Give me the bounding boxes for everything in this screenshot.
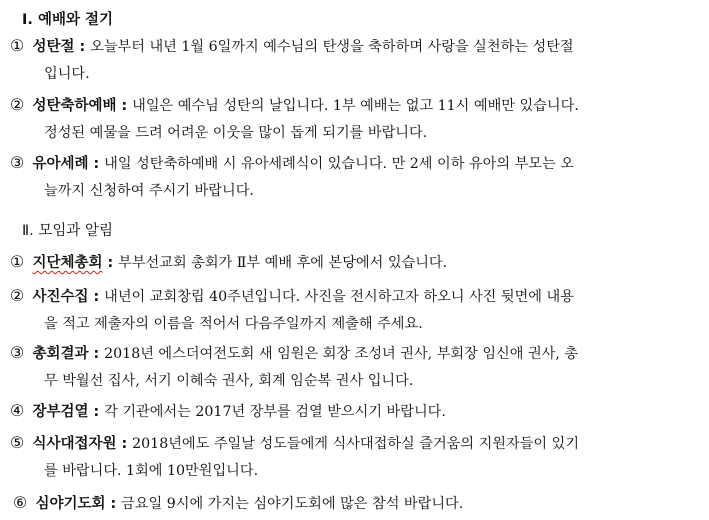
item-separator: : bbox=[88, 156, 105, 172]
item-title: 장부검열 bbox=[32, 404, 89, 420]
item-number: ① bbox=[9, 252, 25, 271]
item-text: 2018년에도 주일날 성도들에게 식사대접하실 즐거움의 지원자들이 있기 bbox=[132, 436, 580, 452]
item-title: 성탄절 bbox=[32, 39, 75, 55]
list-item-meeting-results bbox=[6, 339, 706, 395]
item-text-continued: 늘까지 신청하여 주시기 바랍니다. bbox=[44, 183, 254, 199]
item-number: ⑤ bbox=[9, 433, 25, 452]
item-title: 심야기도회 bbox=[35, 496, 106, 512]
item-separator: : bbox=[88, 346, 105, 362]
item-separator: : bbox=[88, 404, 105, 420]
item-title: 총회결과 bbox=[32, 346, 89, 362]
item-text: 내년이 교회창립 40주년입니다. 사진을 전시하고자 하오니 사진 뒷면에 내용 bbox=[104, 289, 574, 305]
item-separator: : bbox=[116, 98, 133, 114]
item-text-continued: 입니다. bbox=[44, 66, 90, 82]
list-item-late-night-prayer bbox=[9, 489, 709, 517]
item-text-continued: 무 박월선 집사, 서기 이혜숙 권사, 회계 임순복 권사 입니다. bbox=[44, 373, 414, 389]
item-separator: : bbox=[88, 289, 105, 305]
item-text-continued: 을 적고 제출자의 이름을 적어서 다음주일까지 제출해 주세요. bbox=[44, 316, 423, 332]
list-item-infant-baptism bbox=[6, 149, 706, 205]
item-title: 식사대접자원 bbox=[32, 436, 117, 452]
item-text: 오늘부터 내년 1월 6일까지 예수님의 탄생을 축하하며 사랑을 실천하는 성탄절 bbox=[90, 39, 574, 55]
item-number: ① bbox=[9, 36, 25, 55]
item-number: ③ bbox=[9, 343, 25, 362]
item-number: ② bbox=[9, 95, 25, 114]
list-item-photo-collection bbox=[6, 282, 706, 338]
item-title: 사진수집 bbox=[32, 289, 89, 305]
item-separator: : bbox=[116, 436, 133, 452]
list-item-christmas bbox=[6, 32, 706, 88]
item-text: 2018년 에스더여전도회 새 임원은 회장 조성녀 권사, 부회장 임신애 권사, 총 bbox=[104, 346, 579, 362]
list-item-meal-volunteers bbox=[6, 429, 706, 485]
list-item-christmas-service bbox=[6, 91, 706, 147]
item-text: 부부선교회 총회가 Ⅱ부 예배 후에 본당에서 있습니다. bbox=[118, 255, 448, 271]
item-separator: : bbox=[105, 496, 122, 512]
list-item-general-meeting bbox=[6, 248, 706, 276]
section-heading-meetings: Ⅱ. 모임과 알림 bbox=[22, 223, 113, 239]
item-number: ② bbox=[9, 286, 25, 305]
item-title: 유아세례 bbox=[32, 156, 89, 172]
item-text-continued: 정성된 예물을 드려 어려운 이웃을 많이 돕게 되기를 바랍니다. bbox=[44, 125, 428, 141]
item-text: 내일 성탄축하예배 시 유아세례식이 있습니다. 만 2세 이하 유아의 부모는 오 bbox=[104, 156, 574, 172]
item-number: ③ bbox=[9, 153, 25, 172]
item-title: 지단체총회 bbox=[32, 255, 103, 271]
item-text: 금요일 9시에 가지는 심야기도회에 많은 참석 바랍니다. bbox=[121, 496, 464, 512]
section-heading-worship: Ⅰ. 예배와 절기 bbox=[22, 12, 114, 28]
item-text: 내일은 예수님 성탄의 날입니다. 1부 예배는 없고 11시 예배만 있습니다. bbox=[132, 98, 579, 114]
item-text-continued: 를 바랍니다. 1회에 10만원입니다. bbox=[44, 463, 259, 479]
item-separator: : bbox=[74, 39, 91, 55]
item-number: ⑥ bbox=[12, 493, 28, 512]
item-number: ④ bbox=[9, 401, 25, 420]
item-title: 성탄축하예배 bbox=[32, 98, 117, 114]
list-item-ledger-audit bbox=[6, 397, 706, 425]
item-separator: : bbox=[102, 255, 119, 271]
item-text: 각 기관에서는 2017년 장부를 검열 받으시기 바랍니다. bbox=[104, 404, 446, 420]
